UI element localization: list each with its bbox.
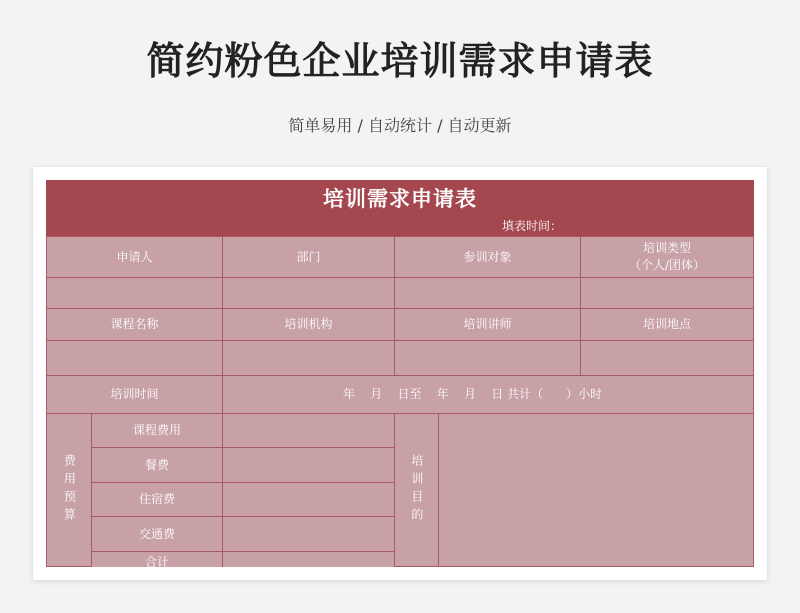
budget-item: 课程费用	[92, 414, 223, 448]
location-header: 培训地点	[581, 309, 754, 341]
course-name-header: 课程名称	[46, 309, 223, 341]
budget-item: 交通费	[92, 517, 223, 552]
department-header: 部门	[223, 236, 395, 278]
course-name-input[interactable]	[46, 341, 223, 376]
budget-item: 住宿费	[92, 483, 223, 517]
institution-input[interactable]	[223, 341, 395, 376]
lecturer-input[interactable]	[395, 341, 581, 376]
lecturer-header: 培训讲师	[395, 309, 581, 341]
training-type-input[interactable]	[581, 278, 754, 309]
sheet-header	[46, 180, 754, 236]
page-subtitle: 简单易用 / 自动统计 / 自动更新	[288, 116, 512, 135]
budget-value-input[interactable]	[223, 414, 395, 448]
training-request-sheet	[46, 180, 754, 567]
budget-value-input[interactable]	[223, 448, 395, 483]
training-type-header	[581, 236, 754, 278]
purpose-label: 培训目的	[409, 454, 424, 526]
budget-value-input[interactable]	[223, 483, 395, 517]
purpose-input[interactable]	[439, 414, 754, 567]
page-title: 简约粉色企业培训需求申请表	[146, 39, 654, 83]
budget-item: 餐费	[92, 448, 223, 483]
applicant-header: 申请人	[46, 236, 223, 278]
participants-input[interactable]	[395, 278, 581, 309]
department-input[interactable]	[223, 278, 395, 309]
applicant-input[interactable]	[46, 278, 223, 309]
training-type-label: 培训类型	[642, 241, 691, 256]
budget-total-input[interactable]	[223, 552, 395, 567]
fill-time-label: 填表时间：	[502, 219, 563, 233]
training-time-value[interactable]: 年 月 日至 年 月 日 共计（ ）小时	[223, 376, 754, 414]
form-preview-card	[33, 167, 767, 580]
budget-group-label	[46, 414, 92, 567]
participants-header: 参训对象	[395, 236, 581, 278]
location-input[interactable]	[581, 341, 754, 376]
budget-group-text: 费用预算	[62, 454, 77, 526]
institution-header: 培训机构	[223, 309, 395, 341]
purpose-label-cell	[395, 414, 439, 567]
sheet-title: 培训需求申请表	[323, 187, 477, 211]
budget-value-input[interactable]	[223, 517, 395, 552]
budget-item: 合计	[92, 552, 223, 567]
training-time-header: 培训时间	[46, 376, 223, 414]
training-type-hint: （个人/团体）	[628, 258, 706, 272]
